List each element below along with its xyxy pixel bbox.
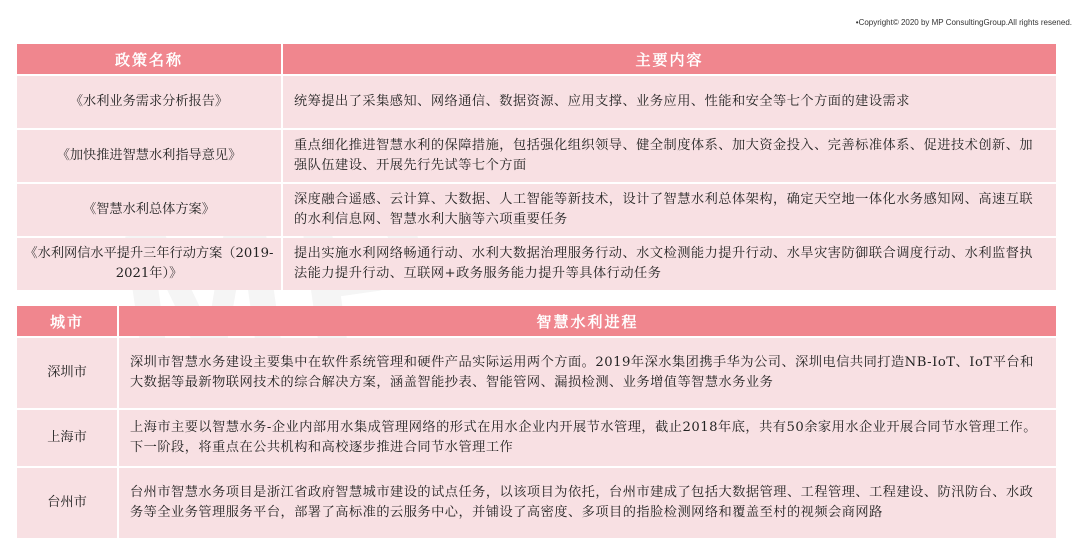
- city-content-cell: 深圳市智慧水务建设主要集中在软件系统管理和硬件产品实际运用两个方面。2019年深水集团携手华为公司、深圳电信共同打造NB-IoT、IoT平台和大数据等最新物联网技术的综合解决方案，涵盖智能抄表、智能管网、漏损检测、业务增值等智慧水务业务: [119, 338, 1056, 408]
- policy-content-cell: 统筹提出了采集感知、网络通信、数据资源、应用支撑、业务应用、性能和安全等七个方面的建设需求: [283, 76, 1056, 128]
- table-row: [17, 130, 1056, 182]
- policy-name-cell: 《加快推进智慧水利指导意见》: [17, 130, 281, 182]
- table-row: [17, 410, 1056, 466]
- header-city: 城市: [17, 306, 117, 336]
- policy-table: [15, 42, 1058, 292]
- copyright-notice: •Copyright© 2020 by MP ConsultingGroup.All rights resened.: [855, 18, 1072, 27]
- header-progress: 智慧水利进程: [119, 306, 1056, 336]
- city-header-row: [17, 306, 1056, 336]
- city-content-cell: 台州市智慧水务项目是浙江省政府智慧城市建设的试点任务，以该项目为依托，台州市建成了包括大数据管理、工程管理、工程建设、防汛防台、水政务等全业务管理服务平台，部署了高标准的云服务中心，并铺设了高密度、多项目的指脸检测网络和覆盖至村的视频会商网路: [119, 468, 1056, 538]
- policy-name-cell: 《水利业务需求分析报告》: [17, 76, 281, 128]
- policy-content-cell: 深度融合遥感、云计算、大数据、人工智能等新技术，设计了智慧水利总体架构，确定天空地一体化水务感知网、高速互联的水利信息网、智慧水利大脑等六项重要任务: [283, 184, 1056, 236]
- city-name-cell: 上海市: [17, 410, 117, 466]
- table-row: [17, 338, 1056, 408]
- policy-name-cell: 《水利网信水平提升三年行动方案（2019-2021年）》: [17, 238, 281, 290]
- city-content-cell: 上海市主要以智慧水务-企业内部用水集成管理网络的形式在用水企业内开展节水管理，截止2018年底，共有50余家用水企业开展合同节水管理工作。下一阶段，将重点在公共机构和高校逐步推进合同节水管理工作: [119, 410, 1056, 466]
- policy-content-cell: 重点细化推进智慧水利的保障措施，包括强化组织领导、健全制度体系、加大资金投入、完善标准体系、促进技术创新、加强队伍建设、开展先行先试等七个方面: [283, 130, 1056, 182]
- header-main-content: 主要内容: [283, 44, 1056, 74]
- policy-header-row: [17, 44, 1056, 74]
- policy-name-cell: 《智慧水利总体方案》: [17, 184, 281, 236]
- table-row: [17, 468, 1056, 538]
- city-table: [15, 304, 1058, 540]
- table-row: [17, 184, 1056, 236]
- table-row: [17, 76, 1056, 128]
- city-name-cell: 深圳市: [17, 338, 117, 408]
- header-policy-name: 政策名称: [17, 44, 281, 74]
- table-row: [17, 238, 1056, 290]
- policy-content-cell: 提出实施水利网络畅通行动、水利大数据治理服务行动、水文检测能力提升行动、水旱灾害防御联合调度行动、水利监督执法能力提升行动、互联网+政务服务能力提升等具体行动任务: [283, 238, 1056, 290]
- city-name-cell: 台州市: [17, 468, 117, 538]
